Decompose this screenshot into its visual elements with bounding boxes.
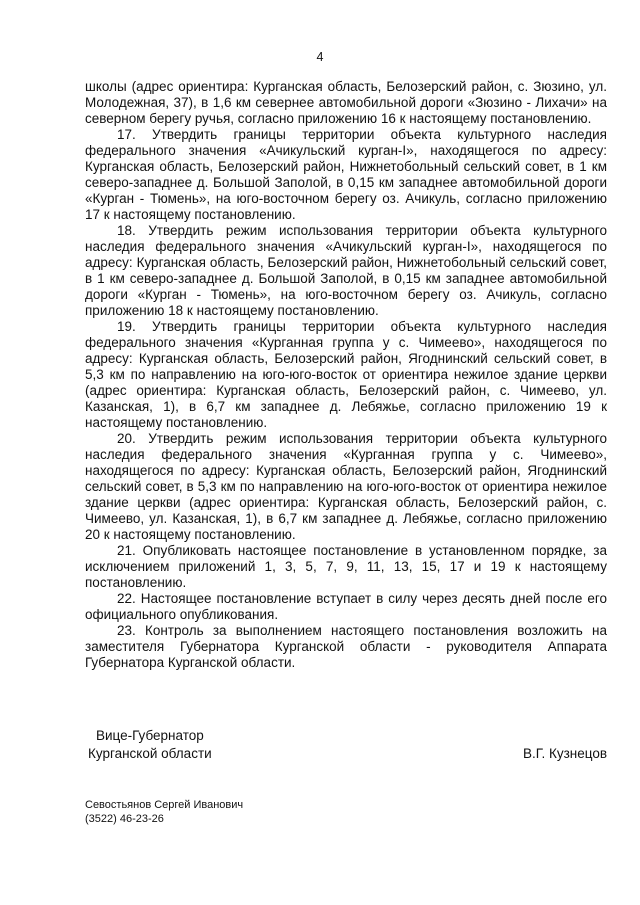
signatory-title-line1: Вице-Губернатор — [96, 728, 204, 743]
signatory-title-line2: Курганской области — [88, 746, 212, 761]
executor-block — [85, 798, 243, 826]
document-body — [85, 79, 607, 671]
paragraph-19: 19. Утвердить границы территории объекта культурного наследия федерального значения «Курганная группа у с. Чимеево», находящегося по адресу: Курганская область, Белозерский район, Ягоднинский сельский совет, в 5,3 км по направлению на юго-юго-восток от ориентира нежилое здание церкви (адрес ориентира: Курганская область, Белозерский район, с. Чимеево, ул. Казанская, 1), в 6,7 км западнее д. Лебяжье, согласно приложению 19 к настоящему постановлению. — [85, 319, 607, 430]
paragraph-16-continuation: школы (адрес ориентира: Курганская область, Белозерский район, с. Зюзино, ул. Молодежная, 37), в 1,6 км севернее автомобильной дороги «Зюзино - Лихачи» на северном берегу ручья, согласно приложению 16 к настоящему постановлению. — [85, 79, 607, 126]
executor-name: Севостьянов Сергей Иванович — [85, 799, 244, 811]
paragraph-21: 21. Опубликовать настоящее постановление в установленном порядке, за исключением приложений 1, 3, 5, 7, 9, 11, 13, 15, 17 и 19 к настоящему постановлению. — [85, 543, 607, 590]
paragraph-18: 18. Утвердить режим использования территории объекта культурного наследия федерального значения «Ачикульский курган-I», находящегося по адресу: Курганская область, Белозерский район, Нижнетобольный сельский совет, в 1 км северо-западнее д. Большой Заполой, в 0,15 км западнее автомобильной дороги «Курган - Тюмень», на юго-восточном берегу оз. Ачикуль, согласно приложению 18 к настоящему постановлению. — [85, 223, 607, 318]
paragraph-20: 20. Утвердить режим использования территории объекта культурного наследия федерального значения «Курганная группа у с. Чимеево», находящегося по адресу: Курганская область, Белозерский район, Ягоднинский сельский совет, в 5,3 км по направлению на юго-юго-восток от ориентира нежилое здание церкви (адрес ориентира: Курганская область, Белозерский район, с. Чимеево, ул. Казанская, 1), в 6,7 км западнее д. Лебяжье, согласно приложению 20 к настоящему постановлению. — [85, 431, 607, 542]
paragraph-17: 17. Утвердить границы территории объекта культурного наследия федерального значения «Ачикульский курган-I», находящегося по адресу: Курганская область, Белозерский район, Нижнетобольный сельский совет, в 1 км северо-западнее д. Большой Заполой, в 0,15 км западнее автомобильной дороги «Курган - Тюмень», на юго-восточном берегу оз. Ачикуль, согласно приложению 17 к настоящему постановлению. — [85, 127, 607, 222]
signatory-name: В.Г. Кузнецов — [523, 746, 607, 761]
paragraph-23: 23. Контроль за выполнением настоящего постановления возложить на заместителя Губернатора Курганской области - руководителя Аппарата Губернатора Курганской области. — [85, 623, 607, 670]
page-number: 4 — [316, 50, 324, 64]
paragraph-22: 22. Настоящее постановление вступает в силу через десять дней после его официального опубликования. — [85, 591, 607, 622]
executor-phone: (3522) 46-23-26 — [85, 813, 164, 825]
signatory-title — [88, 727, 212, 763]
